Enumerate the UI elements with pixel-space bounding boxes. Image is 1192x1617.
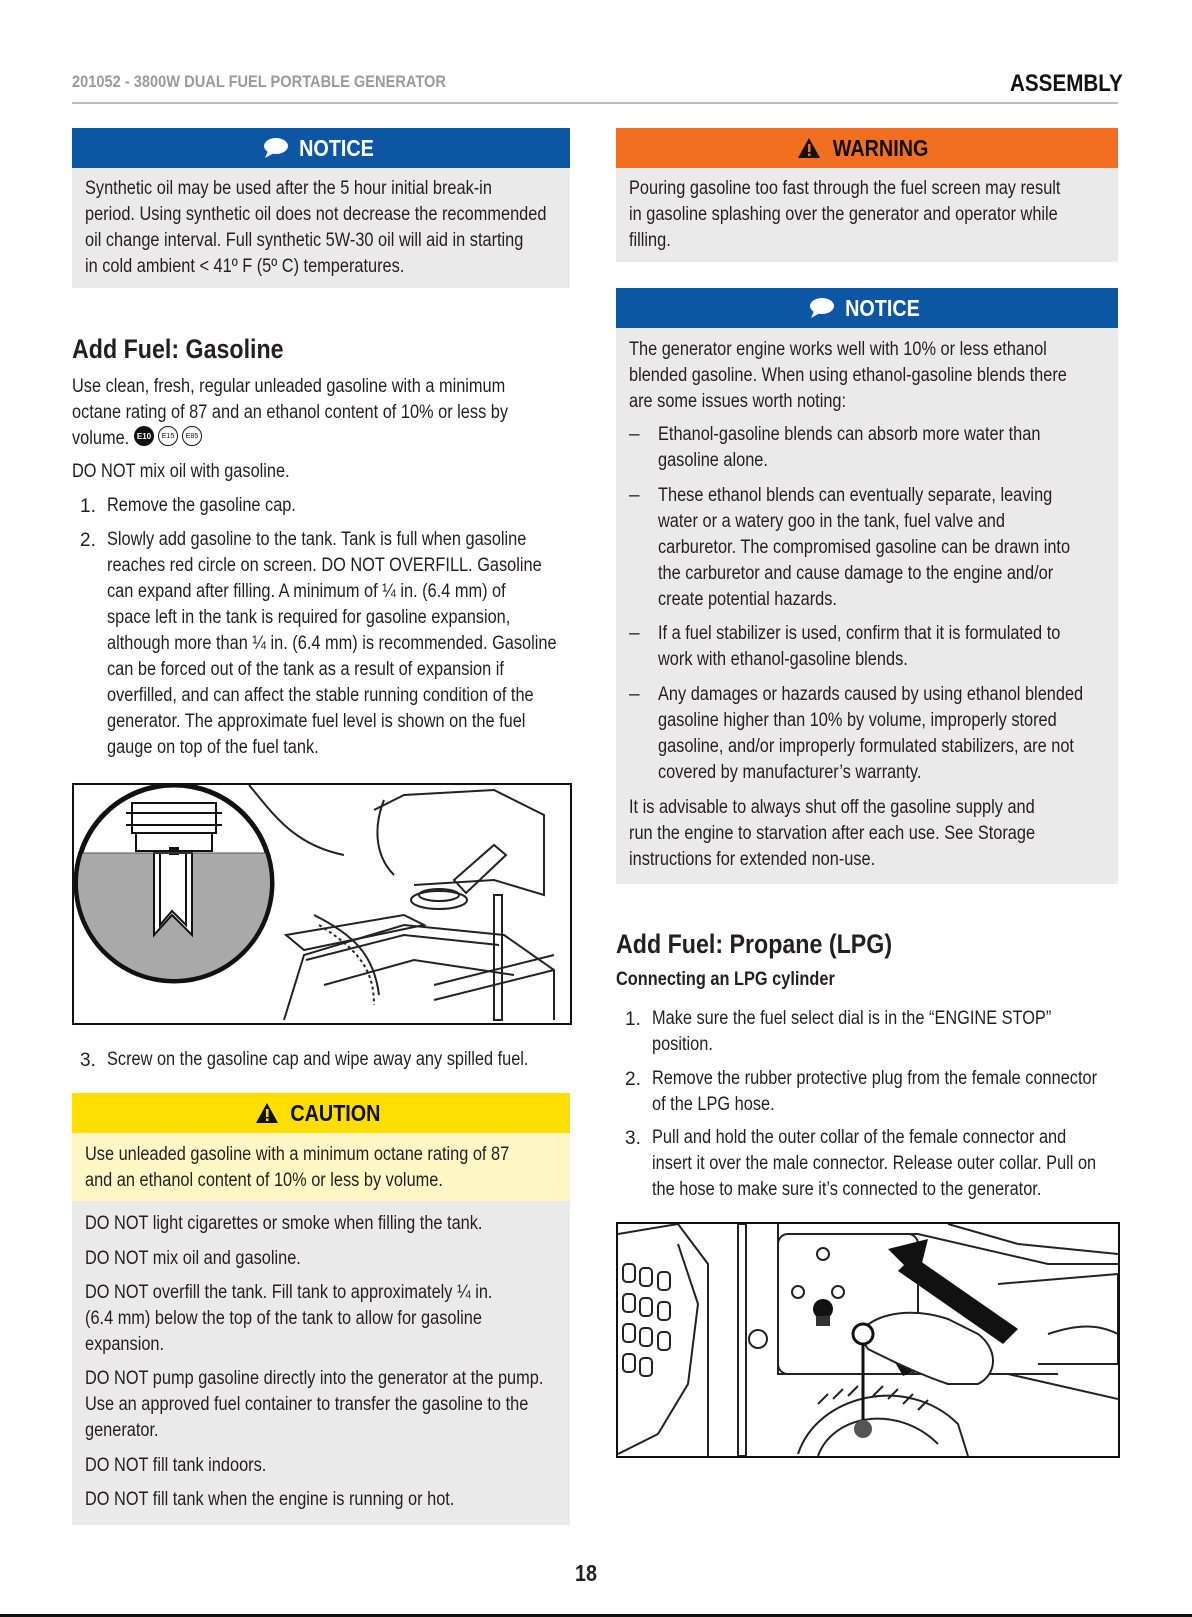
section-title: ASSEMBLY (1010, 70, 1123, 97)
caution-item: DO NOT mix oil and gasoline. (85, 1248, 301, 1269)
notice-label: NOTICE (844, 294, 920, 321)
caution-highlight (72, 1133, 570, 1201)
warning-label: WARNING (833, 134, 929, 161)
notice-bullet: These ethanol blends can eventually separate, leaving water or a watery goo in the tank, fuel valve and carburetor. The compromised gasoline can be drawn into the carburetor and cause damage to the engine and/or create potential hazards. (658, 485, 1071, 610)
step-number: 1. (80, 496, 96, 517)
caution-item: DO NOT light cigarettes or smoke when filling the tank. (85, 1213, 483, 1234)
step-number: 3. (625, 1128, 641, 1149)
notice-bullet: Any damages or hazards caused by using ethanol blended gasoline higher than 10% by volume, improperly stored gasoline, and/or improperly formulated stabilizers, are not covered by manufacturer’s warranty. (658, 684, 1084, 783)
ethanol-badges (134, 426, 202, 448)
step-number: 2. (625, 1069, 641, 1090)
step-text: Screw on the gasoline cap and wipe away any spilled fuel. (107, 1049, 529, 1070)
step-text: Remove the gasoline cap. (107, 495, 296, 516)
no-mix-text: DO NOT mix oil with gasoline. (72, 461, 290, 482)
page-number: 18 (575, 1560, 598, 1586)
step-text: Make sure the fuel select dial is in the “ENGINE STOP” position. (652, 1008, 1052, 1055)
notice-intro: The generator engine works well with 10% or less ethanol blended gasoline. When using ethanol-gasoline blends there are some issues worth noting: (629, 339, 1067, 412)
header-divider (72, 102, 1118, 104)
lpg-connection-figure (616, 1222, 1120, 1458)
e15-badge-icon: E15 (158, 426, 178, 446)
gasoline-intro: Use clean, fresh, regular unleaded gasoline with a minimum octane rating of 87 and an ethanol content of 10% or less by volume. (72, 376, 509, 449)
caution-label: CAUTION (289, 1099, 381, 1126)
caution-list (72, 1201, 570, 1525)
e10-badge-icon: E10 (134, 426, 154, 446)
notice-label: NOTICE (298, 134, 374, 161)
notice-text: Synthetic oil may be used after the 5 hour initial break-in period. Using synthetic oil does not decrease the recommended oil change interval. Full synthetic 5W-30 oil will aid in starting in cold ambient < 41º F (5º C) temperatures. (85, 178, 547, 277)
step-text: Slowly add gasoline to the tank. Tank is full when gasoline reaches red circle on screen. DO NOT OVERFILL. Gasoline can expand after filling. A minimum of ¼ in. (6.4 mm) of space left in the tank is required for gasoline expansion, although more than ¼ in. (6.4 mm) is recommended. Gasoline can be forced out of the tank as a result of expansion if overfilled, and can affect the stable running condition of the generator. The approximate fuel level is shown on the fuel gauge on top of the fuel tank. (107, 529, 557, 758)
speech-bubble-icon (263, 137, 289, 159)
step-number: 2. (80, 530, 96, 551)
propane-subheading: Connecting an LPG cylinder (616, 969, 835, 990)
warning-triangle-icon (797, 137, 821, 159)
e85-badge-icon: E85 (182, 426, 202, 446)
bullet-dash: – (629, 684, 640, 705)
warning-text: Pouring gasoline too fast through the fuel screen may result in gasoline splashing over the generator and operator while filling. (629, 178, 1061, 251)
speech-bubble-icon (809, 297, 835, 319)
bullet-dash: – (629, 623, 640, 644)
bullet-dash: – (629, 485, 640, 506)
bullet-dash: – (629, 424, 640, 445)
notice-body (72, 168, 570, 288)
caution-item: DO NOT fill tank when the engine is running or hot. (85, 1489, 455, 1510)
notice-bullet: Ethanol-gasoline blends can absorb more water than gasoline alone. (658, 424, 1041, 471)
gasoline-heading: Add Fuel: Gasoline (72, 334, 284, 364)
notice-bullet: If a fuel stabilizer is used, confirm that it is formulated to work with ethanol-gasoline blends. (658, 623, 1061, 670)
caution-item: DO NOT overfill the tank. Fill tank to approximately ¼ in. (6.4 mm) below the top of the tank to allow for gasoline expansion. (85, 1282, 493, 1355)
step-text: Remove the rubber protective plug from the female connector of the LPG hose. (652, 1068, 1098, 1115)
document-title: 201052 - 3800W DUAL FUEL PORTABLE GENERATOR (72, 72, 446, 91)
step-number: 3. (80, 1050, 96, 1071)
fuel-tank-illustration (74, 785, 570, 1023)
caution-item: DO NOT fill tank indoors. (85, 1455, 267, 1476)
warning-triangle-icon (255, 1102, 279, 1124)
step-text: Pull and hold the outer collar of the female connector and insert it over the male connector. Release outer collar. Pull on the hose to make sure it’s connected to the generator. (652, 1127, 1097, 1200)
lpg-connection-illustration (618, 1224, 1118, 1456)
caution-banner (72, 1093, 570, 1133)
warning-banner (616, 128, 1118, 168)
step-number: 1. (625, 1009, 641, 1030)
notice-banner (72, 128, 570, 168)
caution-item: DO NOT pump gasoline directly into the generator at the pump. Use an approved fuel container to transfer the gasoline to the generator. (85, 1368, 544, 1441)
notice-body (616, 328, 1118, 884)
fuel-tank-figure (72, 783, 572, 1025)
notice-banner (616, 288, 1118, 328)
notice-outro: It is advisable to always shut off the gasoline supply and run the engine to starvation after each use. See Storage instructions for extended non-use. (629, 797, 1036, 870)
warning-body (616, 168, 1118, 262)
caution-text: Use unleaded gasoline with a minimum octane rating of 87 and an ethanol content of 10% or less by volume. (85, 1144, 510, 1191)
propane-heading: Add Fuel: Propane (LPG) (616, 929, 893, 959)
